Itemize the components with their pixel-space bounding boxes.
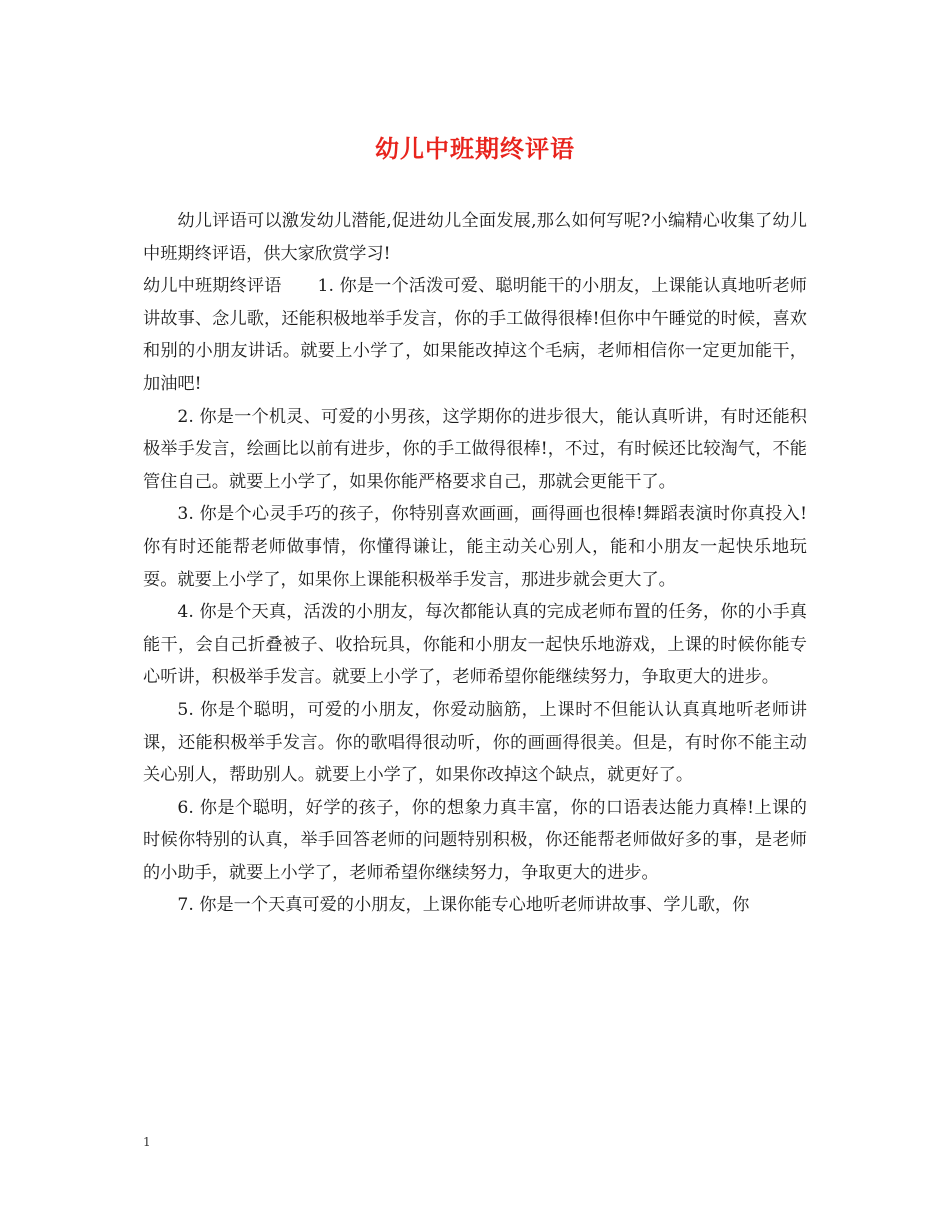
paragraph-5: 5. 你是个聪明，可爱的小朋友，你爱动脑筋，上课时不但能认认真真地听老师讲课，还能积极举手发言。你的歌唱得很动听，你的画画得很美。但是，有时你不能主动关心别人，帮助别人。就要上小学了，如果你改掉这个缺点，就更好了。 — [143, 699, 807, 786]
intro-paragraph: 幼儿评语可以激发幼儿潜能,促进幼儿全面发展,那么如何写呢?小编精心收集了幼儿中班期终评语，供大家欣赏学习! — [143, 211, 807, 264]
document-title: 幼儿中班期终评语 — [375, 134, 575, 163]
section-label: 幼儿中班期终评语 — [143, 276, 282, 297]
document-body — [143, 205, 807, 922]
paragraph-1 — [143, 270, 807, 400]
paragraph-7: 7. 你是一个天真可爱的小朋友，上课你能专心地听老师讲故事、学儿歌，你 — [177, 895, 750, 916]
paragraph-1-text: 1. 你是一个活泼可爱、聪明能干的小朋友，上课能认真地听老师讲故事、念儿歌，还能积极地举手发言，你的手工做得很棒!但你中午睡觉的时候，喜欢和别的小朋友讲话。就要上小学了，如果能改掉这个毛病，老师相信你一定更加能干，加油吧! — [143, 276, 807, 394]
paragraph-2: 2. 你是一个机灵、可爱的小男孩，这学期你的进步很大，能认真听讲，有时还能积极举手发言，绘画比以前有进步，你的手工做得很棒!，不过，有时候还比较淘气，不能管住自己。就要上小学了，如果你能严格要求自己，那就会更能干了。 — [143, 406, 807, 492]
paragraph-3: 3. 你是个心灵手巧的孩子，你特别喜欢画画，画得画也很棒!舞蹈表演时你真投入!你有时还能帮老师做事情，你懂得谦让，能主动关心别人，能和小朋友一起快乐地玩耍。就要上小学了，如果你上课能积极举手发言，那进步就会更大了。 — [143, 504, 807, 590]
page-number: 1 — [143, 1135, 151, 1149]
paragraph-4: 4. 你是个天真，活泼的小朋友，每次都能认真的完成老师布置的任务，你的小手真能干，会自己折叠被子、收拾玩具，你能和小朋友一起快乐地游戏，上课的时候你能专心听讲，积极举手发言。就要上小学了，老师希望你能继续努力，争取更大的进步。 — [143, 602, 807, 688]
paragraph-6: 6. 你是个聪明，好学的孩子，你的想象力真丰富，你的口语表达能力真棒!上课的时候你特别的认真，举手回答老师的问题特别积极，你还能帮老师做好多的事，是老师的小助手，就要上小学了，老师希望你继续努力，争取更大的进步。 — [143, 797, 807, 883]
